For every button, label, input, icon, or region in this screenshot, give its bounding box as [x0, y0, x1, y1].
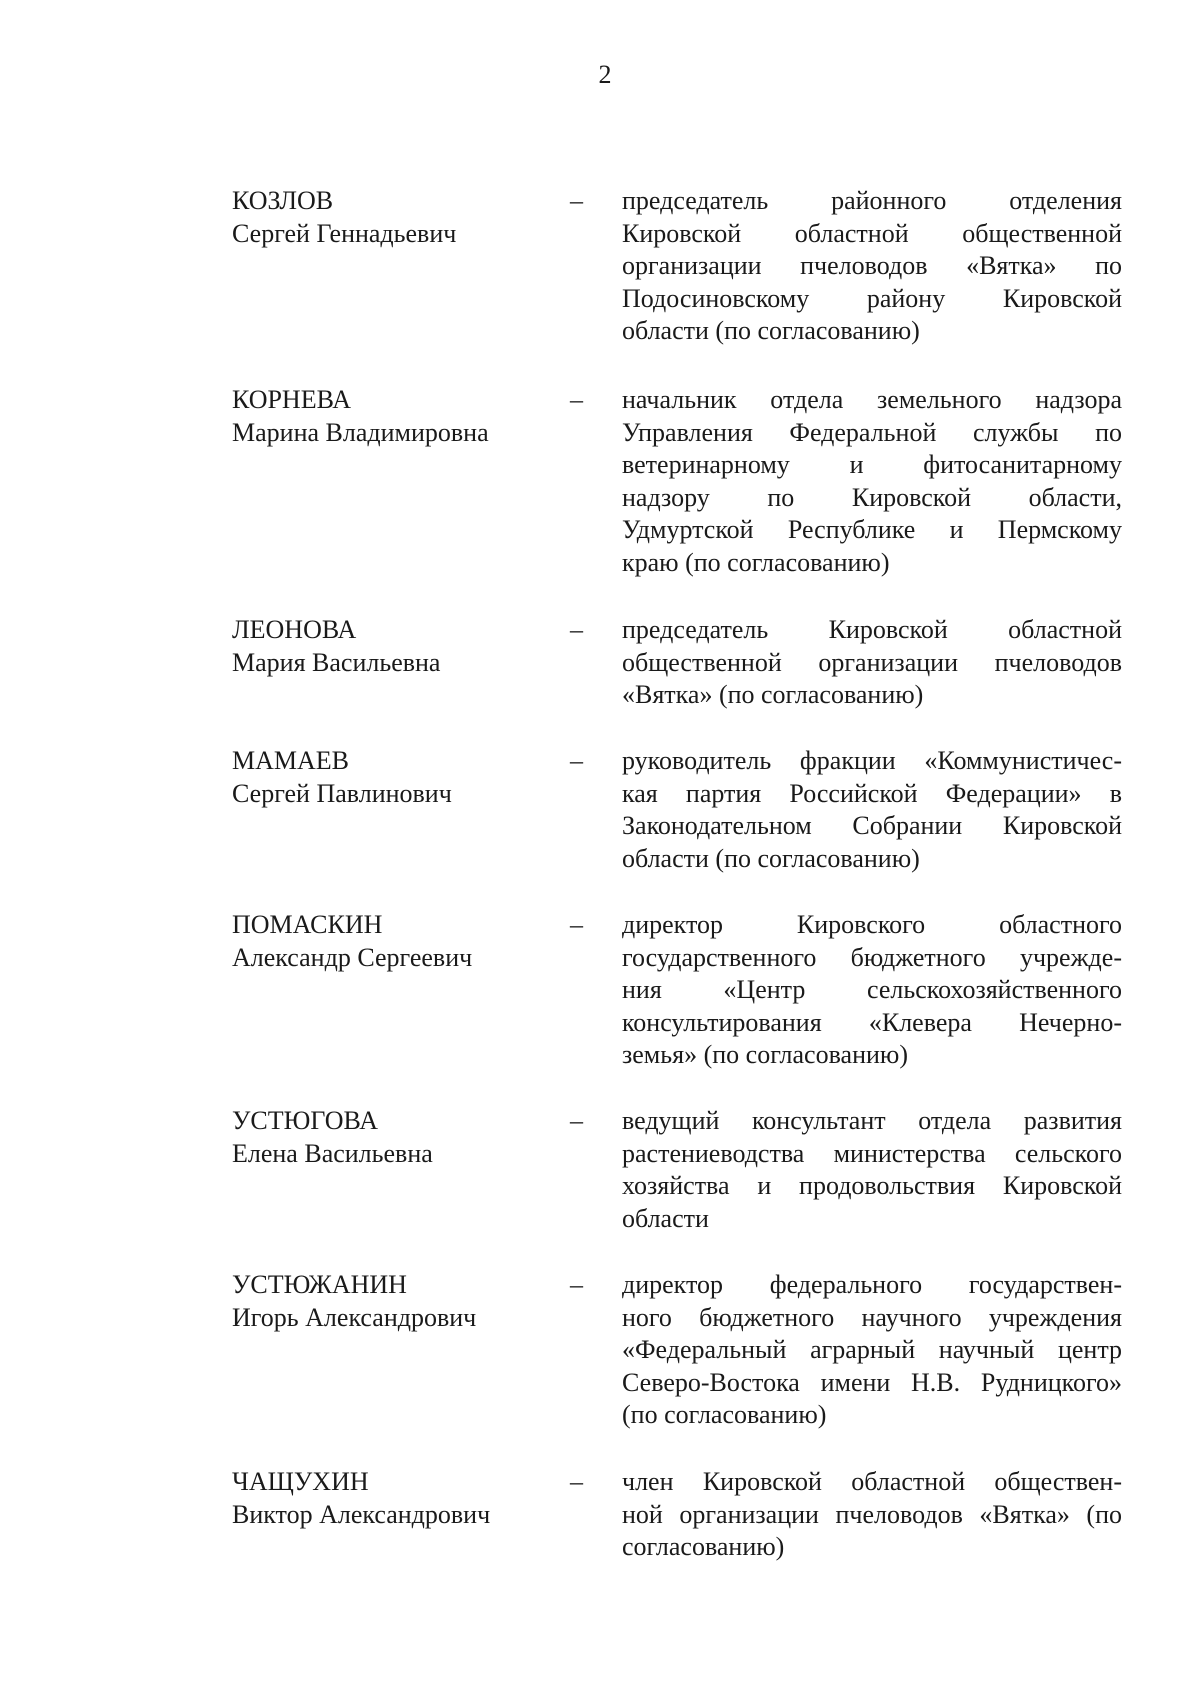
member-given-names: Марина Владимировна — [232, 417, 489, 447]
role-line: надзору по Кировской области, — [622, 482, 1122, 512]
member-surname: ЛЕОНОВА — [232, 615, 357, 644]
member-surname: УСТЮГОВА — [232, 1106, 378, 1135]
role-line: организации пчеловодов «Вятка» по — [622, 251, 1122, 280]
member-given-names: Сергей Геннадьевич — [232, 218, 457, 248]
role-line: области — [622, 1203, 709, 1233]
separator-dash: – — [570, 615, 583, 644]
member-given-names: Елена Васильевна — [232, 1138, 433, 1168]
member-role — [622, 1466, 1122, 1564]
member-role — [622, 185, 1122, 348]
member-given-names: Мария Васильевна — [232, 647, 441, 677]
role-line: «Федеральный аграрный научный центр — [622, 1335, 1122, 1364]
role-line: области (по согласованию) — [622, 316, 920, 345]
page-number: 2 — [598, 60, 612, 89]
separator-dash: – — [570, 1270, 583, 1299]
role-line: общественной организации пчеловодов — [622, 647, 1122, 677]
separator-dash: – — [570, 186, 583, 215]
separator-dash: – — [570, 910, 583, 939]
separator-dash: – — [570, 1467, 583, 1496]
role-line: краю (по согласованию) — [622, 547, 890, 577]
role-line: ной организации пчеловодов «Вятка» (по — [622, 1499, 1122, 1529]
separator-dash: – — [570, 385, 583, 414]
role-line: ветеринарному и фитосанитарному — [622, 450, 1122, 479]
role-line: Удмуртской Республике и Пермскому — [622, 515, 1122, 544]
role-line: (по согласованию) — [622, 1400, 827, 1429]
role-line: согласованию) — [622, 1532, 785, 1561]
role-line: «Вятка» (по согласованию) — [622, 680, 924, 709]
role-line: растениеводства министерства сельского — [622, 1138, 1122, 1168]
role-line: Северо-Востока имени Н.В. Рудницкого» — [622, 1367, 1122, 1397]
member-given-names: Игорь Александрович — [232, 1302, 477, 1332]
role-line: член Кировской областной обществен- — [622, 1467, 1122, 1496]
role-line: Кировской областной общественной — [622, 218, 1122, 248]
separator-dash: – — [570, 746, 583, 775]
member-surname: УСТЮЖАНИН — [232, 1270, 407, 1299]
separator-dash: – — [570, 1106, 583, 1135]
role-line: ния «Центр сельскохозяйственного — [622, 975, 1122, 1004]
role-line: земья» (по согласованию) — [622, 1040, 908, 1069]
role-line: директор федерального государствен- — [622, 1270, 1122, 1299]
role-line: государственного бюджетного учрежде- — [622, 942, 1122, 972]
role-line: председатель районного отделения — [622, 186, 1122, 215]
role-line: Законодательном Собрании Кировской — [622, 811, 1122, 840]
member-role — [622, 909, 1122, 1072]
member-surname: ПОМАСКИН — [232, 910, 383, 939]
role-line: Управления Федеральной службы по — [622, 417, 1122, 447]
role-line: директор Кировского областного — [622, 910, 1122, 939]
role-line: руководитель фракции «Коммунистичес- — [622, 746, 1122, 775]
member-given-names: Александр Сергеевич — [232, 942, 473, 972]
role-line: ного бюджетного научного учреждения — [622, 1302, 1122, 1332]
member-role — [622, 1105, 1122, 1235]
member-surname: КОРНЕВА — [232, 385, 352, 414]
role-line: председатель Кировской областной — [622, 615, 1122, 644]
role-line: ведущий консультант отдела развития — [622, 1106, 1122, 1135]
member-role — [622, 614, 1122, 712]
role-line: начальник отдела земельного надзора — [622, 385, 1122, 414]
member-surname: КОЗЛОВ — [232, 186, 334, 215]
role-line: хозяйства и продовольствия Кировской — [622, 1171, 1122, 1200]
role-line: кая партия Российской Федерации» в — [622, 778, 1122, 808]
member-role — [622, 384, 1122, 579]
role-line: Подосиновскому району Кировской — [622, 283, 1122, 313]
member-given-names: Виктор Александрович — [232, 1499, 491, 1529]
member-role — [622, 745, 1122, 875]
member-given-names: Сергей Павлинович — [232, 778, 452, 808]
role-line: консультирования «Клевера Нечерно- — [622, 1007, 1122, 1037]
role-line: области (по согласованию) — [622, 843, 920, 873]
member-surname: ЧАЩУХИН — [232, 1467, 369, 1496]
member-surname: МАМАЕВ — [232, 746, 350, 775]
member-role — [622, 1269, 1122, 1432]
